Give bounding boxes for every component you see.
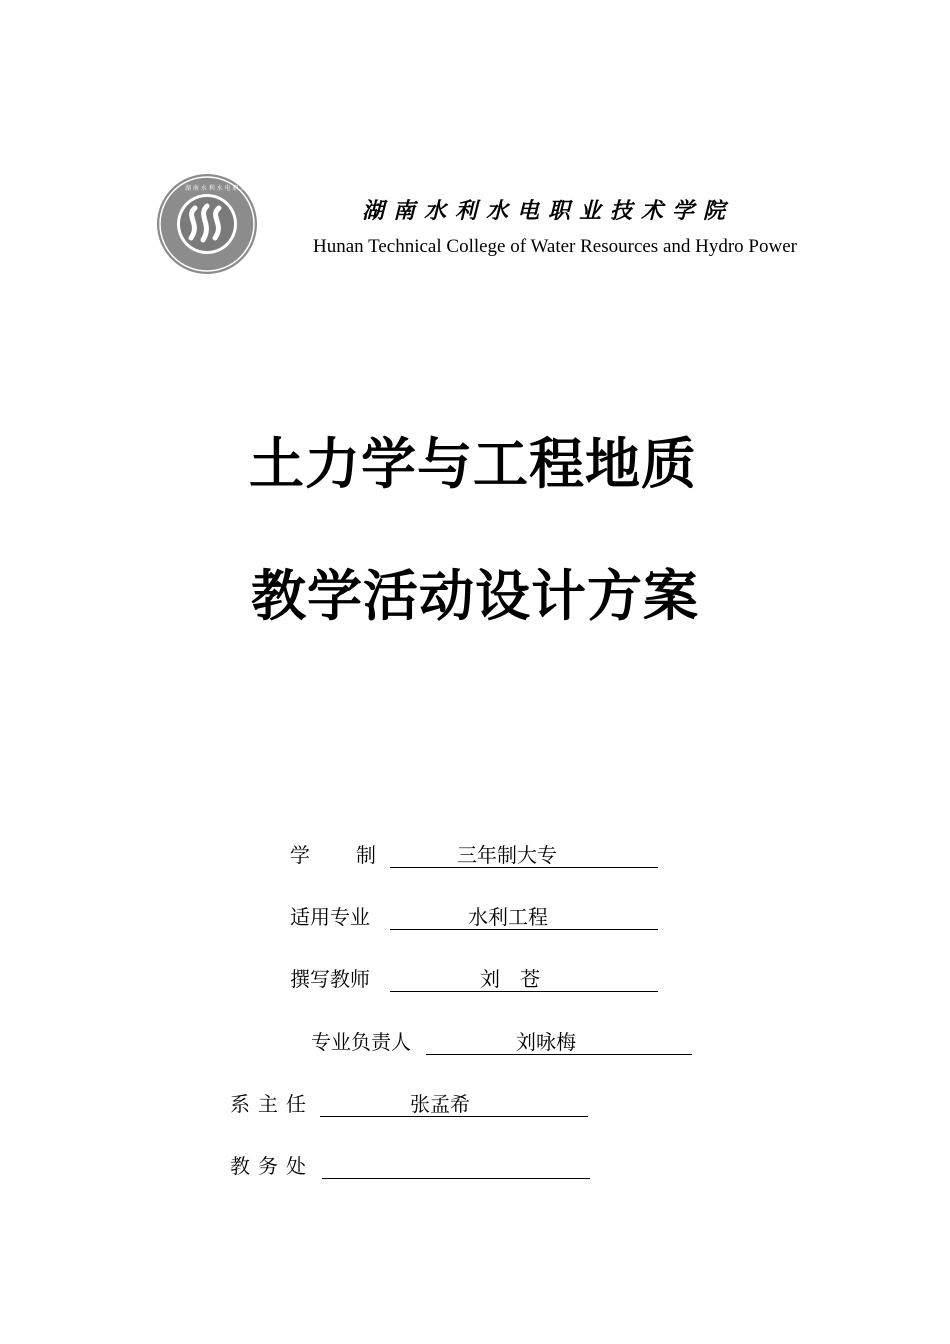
svg-text:湖 南 水 利 水 电 职 业 技 术 学 院: 湖 南 水 利 水 电 职 业 技 术 学 院 <box>185 185 278 192</box>
field-dept-head <box>230 1089 470 1119</box>
college-logo <box>155 172 278 276</box>
field-system-value: 三年制大专 <box>390 840 658 868</box>
document-title-line1: 土力学与工程地质 <box>248 431 697 496</box>
field-major-lead-label: 专业负责人 <box>311 1030 411 1054</box>
field-major-lead <box>311 1027 576 1057</box>
field-system-label-b: 制 <box>356 843 376 867</box>
field-dept-head-label: 系主任 <box>230 1092 314 1116</box>
field-academic-office-value <box>322 1151 590 1179</box>
field-system-label-a: 学 <box>290 843 310 867</box>
field-major-label: 适用专业 <box>290 905 370 929</box>
field-academic-office-label: 教务处 <box>230 1154 314 1178</box>
field-author-value: 刘 苍 <box>390 964 658 992</box>
field-author <box>290 964 540 994</box>
field-system <box>290 840 557 870</box>
field-academic-office <box>230 1151 314 1181</box>
field-major-value: 水利工程 <box>390 902 658 930</box>
college-name-en: Hunan Technical College of Water Resources and Hydro Power <box>313 236 797 257</box>
college-seal-icon <box>155 172 278 276</box>
college-name-cn: 湖南水利水电职业技术学院 <box>362 198 735 224</box>
field-author-label: 撰写教师 <box>290 967 370 991</box>
document-title-line2: 教学活动设计方案 <box>250 563 699 628</box>
field-major <box>290 902 548 932</box>
field-major-lead-value: 刘咏梅 <box>426 1027 692 1055</box>
field-dept-head-value: 张孟希 <box>320 1089 588 1117</box>
